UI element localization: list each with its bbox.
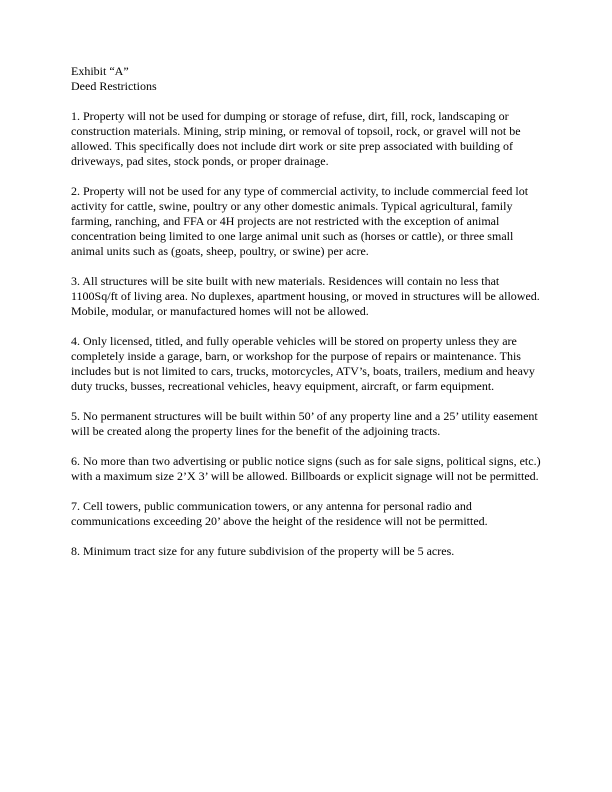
restriction-paragraph-5: 5. No permanent structures will be built within 50’ of any property line and a 25’ utility easement will be created along the property lines for the benefit of the adjoining tracts.	[71, 409, 538, 438]
document-body	[71, 109, 541, 559]
restriction-paragraph-1: 1. Property will not be used for dumping or storage of refuse, dirt, fill, rock, landscaping or construction materials. Mining, strip mining, or removal of topsoil, rock, or gravel will not be allowed. This specifically does not include dirt work or site prep associated with building of driveways, pad sites, stock ponds, or proper drainage.	[71, 109, 521, 168]
exhibit-title: Exhibit “A”	[71, 64, 129, 78]
restriction-paragraph-4: 4. Only licensed, titled, and fully operable vehicles will be stored on property unless they are completely inside a garage, barn, or workshop for the purpose of repairs or maintenance. This includes but is not limited to cars, trucks, motorcycles, ATV’s, boats, trailers, medium and heavy duty trucks, busses, recreational vehicles, heavy equipment, aircraft, or farm equipment.	[71, 334, 535, 393]
restriction-paragraph-2: 2. Property will not be used for any type of commercial activity, to include commercial feed lot activity for cattle, swine, poultry or any other domestic animals. Typical agricultural, family farming, ranching, and FFA or 4H projects are not restricted with the exception of animal concentration being limited to one large animal unit such as (horses or cattle), or three small animal units such as (goats, sheep, poultry, or swine) per acre.	[71, 184, 529, 258]
restriction-paragraph-7: 7. Cell towers, public communication towers, or any antenna for personal radio and communications exceeding 20’ above the height of the residence will not be permitted.	[71, 499, 488, 528]
restriction-paragraph-6: 6. No more than two advertising or public notice signs (such as for sale signs, political signs, etc.) with a maximum size 2’X 3’ will be allowed. Billboards or explicit signage will not be permitted.	[71, 454, 541, 483]
document-header	[71, 64, 541, 94]
document-title: Deed Restrictions	[71, 79, 157, 93]
restriction-paragraph-3: 3. All structures will be site built with new materials. Residences will contain no less that 1100Sq/ft of living area. No duplexes, apartment housing, or moved in structures will be allowed. Mobile, modular, or manufactured homes will not be allowed.	[71, 274, 540, 318]
restriction-paragraph-8: 8. Minimum tract size for any future subdivision of the property will be 5 acres.	[71, 544, 455, 558]
